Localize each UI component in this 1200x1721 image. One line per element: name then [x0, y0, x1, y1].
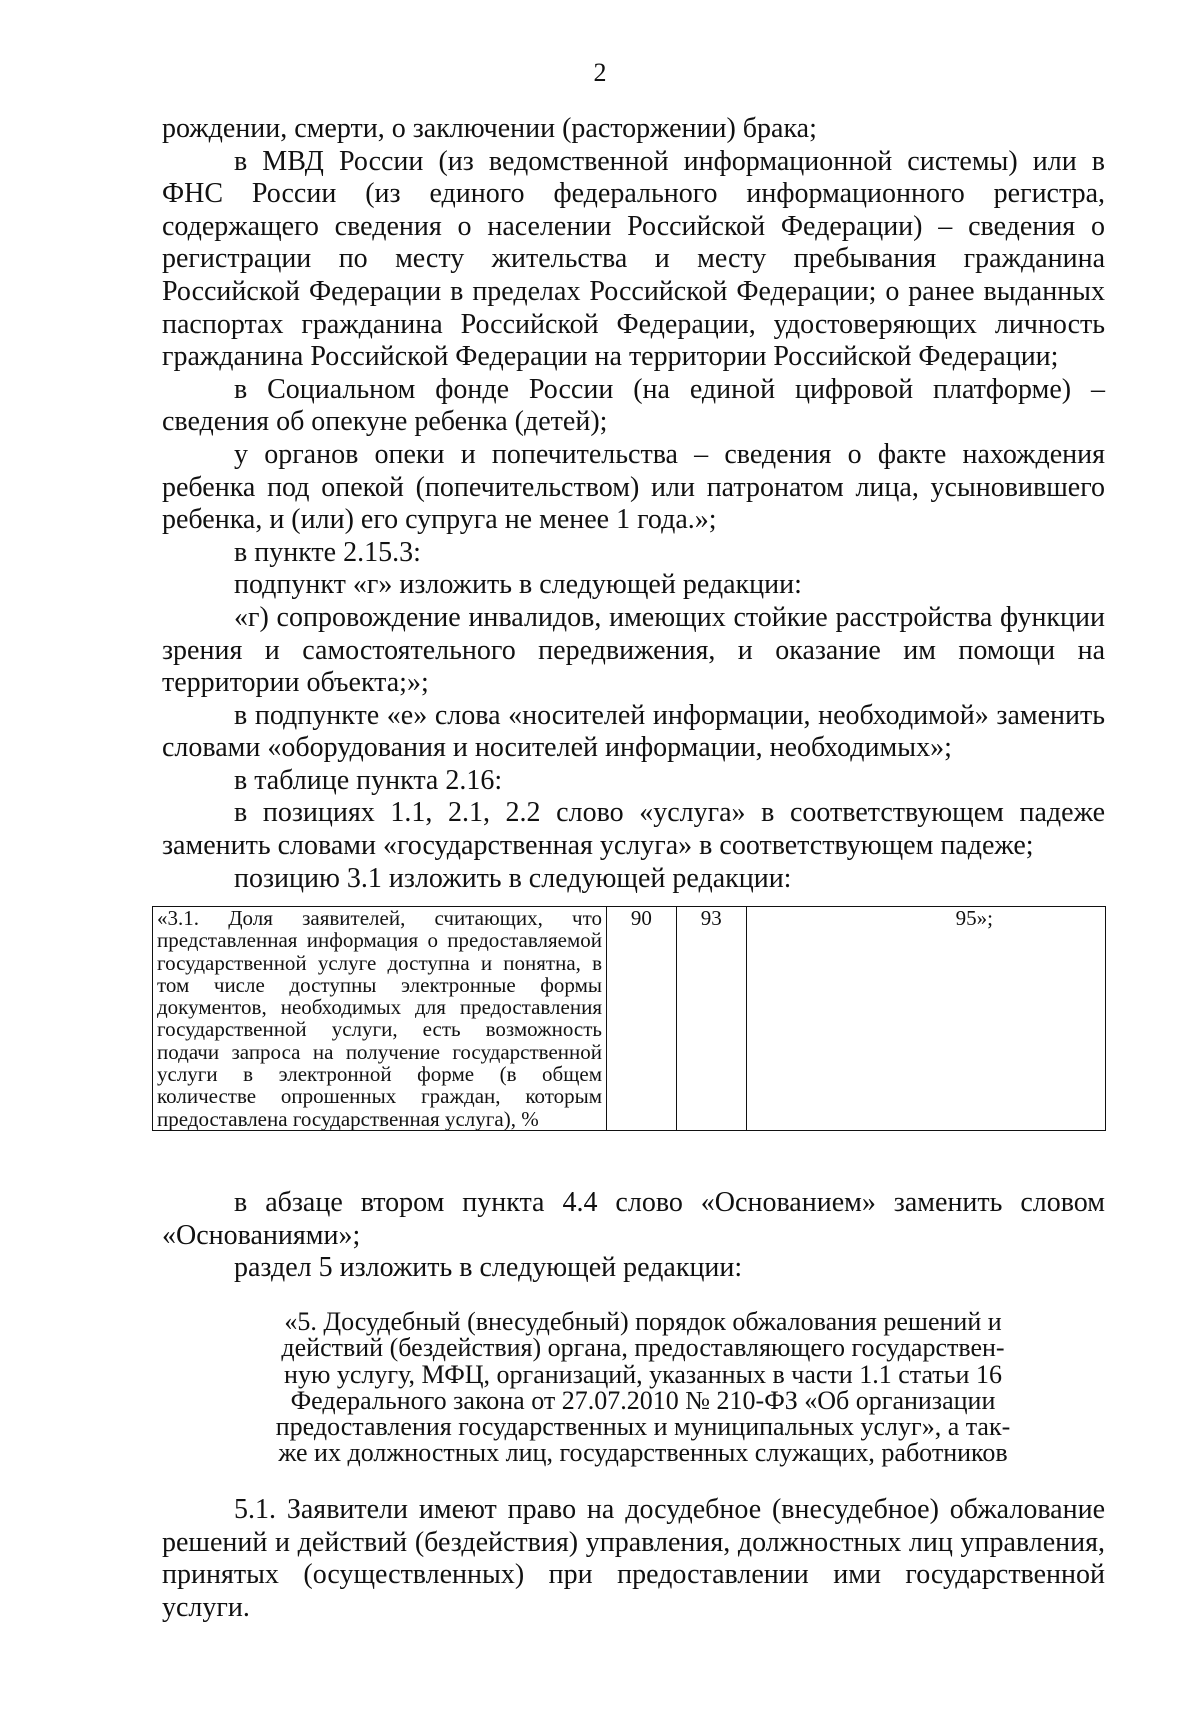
paragraph: в МВД России (из ведомственной информационной системы) или в ФНС России (из единого федерального информационного регистра, содержащего сведения о населении Российской Федерации) – сведения о регистрации по месту жительства и месту пребывания гражданина Российской Федерации в пределах Российской Федерации; о ранее выданных паспортах гражданина Российской Федерации, удостоверяющих личность гражданина Российской Федерации на территории Российской Федерации; — [162, 145, 1105, 373]
heading-line: «5. Досудебный (внесудебный) порядок обжалования решений и — [284, 1307, 1002, 1336]
table-cell-value-1: 90 — [607, 907, 677, 1131]
paragraph: раздел 5 изложить в следующей редакции: — [234, 1252, 743, 1284]
heading-line: же их должностных лиц, государственных служащих, работников — [278, 1438, 1008, 1468]
table-cell-value-3: 95»; — [746, 907, 1105, 1131]
paragraph: в подпункте «е» слова «носителей информации, необходимой» заменить словами «оборудования и носителей информации, необходимых»; — [162, 699, 1105, 764]
paragraph: «г) сопровождение инвалидов, имеющих стойкие расстройства функции зрения и самостоятельного передвижения, и оказание им помощи на территории объекта;»; — [162, 601, 1105, 699]
heading-line: Федерального закона от 27.07.2010 № 210-ФЗ «Об организации — [290, 1385, 996, 1415]
paragraph: в Социальном фонде России (на единой цифровой платформе) – сведения об опекуне ребенка (детей); — [162, 373, 1105, 438]
paragraph: в таблице пункта 2.16: — [234, 764, 503, 796]
paragraph: подпункт «г» изложить в следующей редакции: — [234, 569, 802, 601]
body-text-top — [162, 113, 1105, 895]
table-cell-label: «3.1. Доля заявителей, считающих, что представленная информация о предоставляемой государственной услуге доступна и понятна, в том числе доступны электронные формы документов, необходимых для предоставления государственной услуги, есть возможность подачи запроса на получение государственной услуги в электронной форме (в общем количестве опрошенных граждан, которым предоставлена государственная услуга), % — [153, 907, 607, 1131]
table-row — [153, 907, 1106, 1131]
page-number: 2 — [593, 58, 607, 87]
paragraph: позицию 3.1 изложить в следующей редакции: — [234, 862, 792, 894]
body-text-bottom — [162, 1494, 1105, 1624]
heading-line: действий (бездействия) органа, предоставляющего государствен- — [281, 1333, 1005, 1363]
paragraph: в позициях 1.1, 2.1, 2.2 слово «услуга» в соответствующем падеже заменить словами «государственная услуга» в соответствующем падеже; — [162, 797, 1105, 862]
body-text-middle — [162, 1187, 1105, 1285]
paragraph: в абзаце втором пункта 4.4 слово «Основанием» заменить словом «Основаниями»; — [162, 1187, 1105, 1251]
section-heading — [222, 1309, 1064, 1467]
paragraph: 5.1. Заявители имеют право на досудебное (внесудебное) обжалование решений и действий (бездействия) управления, должностных лиц управления, принятых (осуществленных) при предоставлении ими государственной услуги. — [162, 1494, 1105, 1623]
heading-line: ную услугу, МФЦ, организаций, указанных в части 1.1 статьи 16 — [284, 1359, 1002, 1389]
paragraph: в пункте 2.15.3: — [234, 536, 421, 568]
table-cell-value-2: 93 — [676, 907, 746, 1131]
paragraph: рождении, смерти, о заключении (расторжении) брака; — [162, 113, 817, 144]
heading-line: предоставления государственных и муниципальных услуг», а так- — [275, 1412, 1011, 1442]
paragraph: у органов опеки и попечительства – сведения о факте нахождения ребенка под опекой (попечительством) или патронатом лица, усыновившего ребенка, и (или) его супруга не менее 1 года.»; — [162, 438, 1105, 536]
position-table — [152, 906, 1106, 1131]
